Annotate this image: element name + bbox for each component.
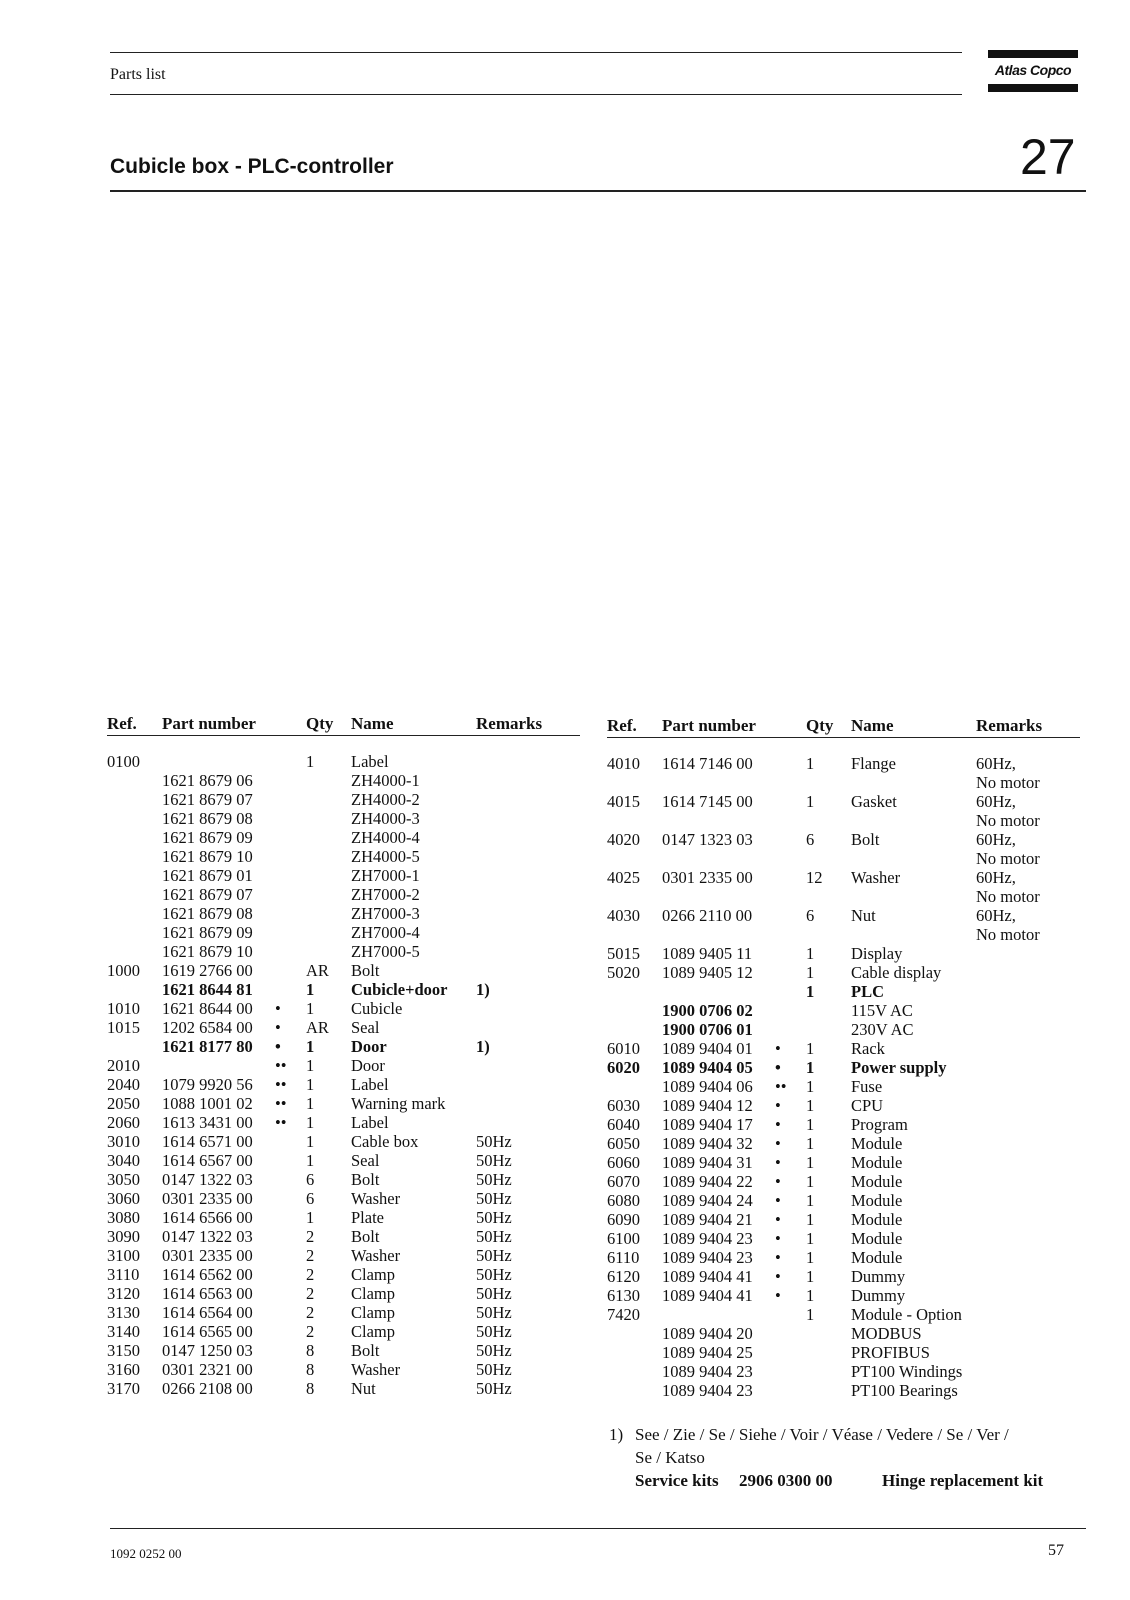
service-kits-label: Service kits (635, 1471, 719, 1490)
part-number-cell: 0266 2110 00 (662, 906, 753, 925)
part-number-cell: 1089 9404 01 (662, 1039, 753, 1058)
part-number-cell: 1621 8177 80 (162, 1037, 253, 1056)
name-cell: PROFIBUS (851, 1343, 930, 1362)
ref-cell: 6040 (607, 1115, 640, 1134)
header-top-rule (110, 52, 962, 53)
name-cell: 230V AC (851, 1020, 914, 1039)
name-cell: Bolt (351, 1170, 380, 1189)
part-number-cell: 1614 7145 00 (662, 792, 753, 811)
part-number-cell: 1089 9404 12 (662, 1096, 753, 1115)
qty-cell: 1 (806, 1058, 815, 1077)
name-cell: Seal (351, 1151, 380, 1170)
qty-cell: 1 (806, 1305, 815, 1324)
name-cell: Module (851, 1172, 903, 1191)
qty-cell: AR (306, 1018, 329, 1037)
ref-cell: 6020 (607, 1058, 640, 1077)
ref-cell: 2050 (107, 1094, 140, 1113)
qty-cell: 1 (306, 752, 315, 771)
part-number-cell: 1621 8679 08 (162, 809, 253, 828)
name-cell: ZH4000-2 (351, 790, 420, 809)
qty-cell: 1 (806, 1286, 815, 1305)
section-label: Parts list (110, 66, 166, 83)
marker-cell: • (775, 1210, 781, 1229)
part-number-cell: 0301 2321 00 (162, 1360, 253, 1379)
name-cell: PT100 Bearings (851, 1381, 958, 1400)
part-number-cell: 1089 9404 41 (662, 1267, 753, 1286)
ref-cell: 3150 (107, 1341, 140, 1360)
qty-cell: 1 (806, 1077, 815, 1096)
part-number-cell: 1614 6571 00 (162, 1132, 253, 1151)
part-number-cell: 1089 9404 23 (662, 1229, 753, 1248)
remarks-cell: 50Hz (476, 1284, 512, 1303)
ref-cell: 2010 (107, 1056, 140, 1075)
atlas-copco-logo (988, 50, 1078, 94)
part-number-cell: 1089 9404 17 (662, 1115, 753, 1134)
qty-cell: 2 (306, 1303, 315, 1322)
ref-cell: 3160 (107, 1360, 140, 1379)
ref-cell: 1010 (107, 999, 140, 1018)
part-number-cell: 1614 6564 00 (162, 1303, 253, 1322)
qty-cell: 2 (306, 1322, 315, 1341)
col-header-name: Name (851, 716, 894, 735)
name-cell: Cable box (351, 1132, 419, 1151)
part-number-cell: 1621 8679 08 (162, 904, 253, 923)
part-number-cell: 1089 9404 24 (662, 1191, 753, 1210)
service-kits-description: Hinge replacement kit (882, 1471, 1044, 1490)
qty-cell: 6 (806, 906, 815, 925)
ref-cell: 3090 (107, 1227, 140, 1246)
name-cell: PT100 Windings (851, 1362, 963, 1381)
document-number: 1092 0252 00 (110, 1546, 182, 1561)
ref-cell: 7420 (607, 1305, 640, 1324)
ref-cell: 6080 (607, 1191, 640, 1210)
name-cell: Module (851, 1210, 903, 1229)
name-cell: Door (351, 1056, 385, 1075)
ref-cell: 3080 (107, 1208, 140, 1227)
qty-cell: 2 (306, 1227, 315, 1246)
part-number-cell: 1621 8679 10 (162, 942, 253, 961)
part-number-cell: 1613 3431 00 (162, 1113, 253, 1132)
qty-cell: 12 (806, 868, 823, 887)
chapter-number: 27 (1020, 129, 1076, 185)
qty-cell: 8 (306, 1379, 315, 1398)
title-rule (110, 190, 1086, 192)
remarks-cell: 50Hz (476, 1303, 512, 1322)
part-number-cell: 1614 7146 00 (662, 754, 753, 773)
footnote-line1: See / Zie / Se / Siehe / Voir / Véase / Vedere / Se / Ver / (635, 1425, 1009, 1444)
part-number-cell: 1614 6563 00 (162, 1284, 253, 1303)
part-number-cell: 1089 9404 25 (662, 1343, 753, 1362)
remarks-cell: 60Hz, (976, 868, 1016, 887)
qty-cell: 1 (306, 1094, 315, 1113)
ref-cell: 6060 (607, 1153, 640, 1172)
marker-cell: • (775, 1096, 781, 1115)
part-number-cell: 1079 9920 56 (162, 1075, 253, 1094)
remarks-cell: 50Hz (476, 1379, 512, 1398)
ref-cell: 3040 (107, 1151, 140, 1170)
marker-cell: • (775, 1248, 781, 1267)
qty-cell: 1 (306, 999, 315, 1018)
name-cell: Label (351, 1113, 389, 1132)
name-cell: PLC (851, 982, 884, 1001)
name-cell: Plate (351, 1208, 384, 1227)
qty-cell: 1 (806, 1248, 815, 1267)
name-cell: Washer (851, 868, 901, 887)
ref-cell: 3060 (107, 1189, 140, 1208)
name-cell: Gasket (851, 792, 897, 811)
name-cell: Clamp (351, 1322, 395, 1341)
name-cell: Washer (351, 1189, 401, 1208)
name-cell: Dummy (851, 1267, 906, 1286)
remarks-cell: 60Hz, (976, 906, 1016, 925)
qty-cell: 8 (306, 1360, 315, 1379)
qty-cell: 1 (306, 1208, 315, 1227)
name-cell: ZH4000-3 (351, 809, 420, 828)
ref-cell: 4015 (607, 792, 640, 811)
ref-cell: 5020 (607, 963, 640, 982)
name-cell: Bolt (351, 1227, 380, 1246)
marker-cell: • (775, 1172, 781, 1191)
col-header-ref: Ref. (107, 714, 137, 733)
part-number-cell: 1621 8679 07 (162, 790, 253, 809)
marker-cell: • (775, 1134, 781, 1153)
remarks-cell: No motor (976, 773, 1040, 792)
part-number-cell: 1089 9404 23 (662, 1362, 753, 1381)
service-kits-number: 2906 0300 00 (739, 1471, 833, 1490)
remarks-cell: 50Hz (476, 1341, 512, 1360)
name-cell: Display (851, 944, 903, 963)
qty-cell: 2 (306, 1284, 315, 1303)
ref-cell: 6100 (607, 1229, 640, 1248)
qty-cell: 1 (806, 1229, 815, 1248)
marker-cell: • (275, 1018, 281, 1037)
name-cell: Bolt (351, 1341, 380, 1360)
name-cell: Clamp (351, 1265, 395, 1284)
name-cell: Fuse (851, 1077, 883, 1096)
remarks-cell: 50Hz (476, 1246, 512, 1265)
remarks-cell: 50Hz (476, 1170, 512, 1189)
part-number-cell: 1089 9405 11 (662, 944, 753, 963)
qty-cell: 1 (806, 754, 815, 773)
remarks-cell: 50Hz (476, 1265, 512, 1284)
part-number-cell: 0301 2335 00 (162, 1189, 253, 1208)
qty-cell: 1 (306, 1075, 315, 1094)
marker-cell: •• (275, 1056, 287, 1075)
qty-cell: 1 (306, 980, 315, 999)
footnote-marker: 1) (609, 1425, 624, 1444)
ref-cell: 6130 (607, 1286, 640, 1305)
qty-cell: AR (306, 961, 329, 980)
part-number-cell: 1614 6565 00 (162, 1322, 253, 1341)
marker-cell: • (775, 1039, 781, 1058)
ref-cell: 4025 (607, 868, 640, 887)
part-number-cell: 1621 8679 09 (162, 828, 253, 847)
name-cell: Warning mark (351, 1094, 446, 1113)
remarks-cell: 1) (476, 1037, 490, 1056)
remarks-cell: 50Hz (476, 1360, 512, 1379)
qty-cell: 6 (306, 1170, 315, 1189)
ref-cell: 6010 (607, 1039, 640, 1058)
part-number-cell: 1621 8679 06 (162, 771, 253, 790)
part-number-cell: 1089 9404 06 (662, 1077, 753, 1096)
qty-cell: 1 (306, 1132, 315, 1151)
name-cell: Module (851, 1153, 903, 1172)
remarks-cell: 50Hz (476, 1132, 512, 1151)
name-cell: Module (851, 1191, 903, 1210)
remarks-cell: No motor (976, 887, 1040, 906)
name-cell: 115V AC (851, 1001, 913, 1020)
qty-cell: 6 (806, 830, 815, 849)
qty-cell: 1 (806, 963, 815, 982)
part-number-cell: 1089 9404 22 (662, 1172, 753, 1191)
name-cell: Clamp (351, 1284, 395, 1303)
qty-cell: 1 (806, 1039, 815, 1058)
part-number-cell: 0301 2335 00 (162, 1246, 253, 1265)
qty-cell: 1 (806, 1115, 815, 1134)
ref-cell: 1015 (107, 1018, 140, 1037)
marker-cell: • (775, 1191, 781, 1210)
part-number-cell: 1089 9404 05 (662, 1058, 753, 1077)
ref-cell: 3140 (107, 1322, 140, 1341)
part-number-cell: 1621 8679 01 (162, 866, 253, 885)
qty-cell: 1 (806, 1172, 815, 1191)
ref-cell: 1000 (107, 961, 140, 980)
footnote-line2: Se / Katso (635, 1448, 705, 1467)
remarks-cell: 1) (476, 980, 490, 999)
col-header-qty: Qty (806, 716, 834, 735)
col-header-part-number: Part number (662, 716, 756, 735)
marker-cell: • (775, 1058, 781, 1077)
part-number-cell: 0147 1322 03 (162, 1227, 253, 1246)
marker-cell: • (275, 1037, 281, 1056)
name-cell: Module (851, 1134, 903, 1153)
ref-cell: 3050 (107, 1170, 140, 1189)
name-cell: ZH7000-3 (351, 904, 420, 923)
qty-cell: 1 (306, 1056, 315, 1075)
part-number-cell: 1089 9404 21 (662, 1210, 753, 1229)
remarks-cell: 50Hz (476, 1322, 512, 1341)
qty-cell: 1 (306, 1113, 315, 1132)
logo-text: Atlas Copco (994, 62, 1072, 78)
name-cell: ZH4000-1 (351, 771, 420, 790)
name-cell: ZH4000-5 (351, 847, 420, 866)
ref-cell: 2040 (107, 1075, 140, 1094)
part-number-cell: 0147 1250 03 (162, 1341, 253, 1360)
qty-cell: 1 (806, 1134, 815, 1153)
ref-cell: 6090 (607, 1210, 640, 1229)
name-cell: Dummy (851, 1286, 906, 1305)
col-header-ref: Ref. (607, 716, 637, 735)
remarks-cell: No motor (976, 811, 1040, 830)
qty-cell: 1 (806, 1267, 815, 1286)
right-header-rule (607, 737, 1080, 738)
name-cell: Program (851, 1115, 908, 1134)
name-cell: Module (851, 1229, 903, 1248)
name-cell: Module (851, 1248, 903, 1267)
name-cell: CPU (851, 1096, 884, 1115)
ref-cell: 6030 (607, 1096, 640, 1115)
ref-cell: 4020 (607, 830, 640, 849)
name-cell: Power supply (851, 1058, 947, 1077)
remarks-cell: 60Hz, (976, 754, 1016, 773)
ref-cell: 3110 (107, 1265, 140, 1284)
part-number-cell: 1089 9405 12 (662, 963, 753, 982)
page-number: 57 (1048, 1542, 1064, 1559)
name-cell: Bolt (351, 961, 380, 980)
remarks-cell: 50Hz (476, 1227, 512, 1246)
part-number-cell: 1621 8679 07 (162, 885, 253, 904)
name-cell: Washer (351, 1360, 401, 1379)
ref-cell: 6070 (607, 1172, 640, 1191)
ref-cell: 3170 (107, 1379, 140, 1398)
ref-cell: 3120 (107, 1284, 140, 1303)
name-cell: Cubicle+door (351, 980, 448, 999)
qty-cell: 1 (806, 944, 815, 963)
name-cell: Cubicle (351, 999, 403, 1018)
qty-cell: 2 (306, 1265, 315, 1284)
part-number-cell: 1202 6584 00 (162, 1018, 253, 1037)
remarks-cell: 60Hz, (976, 792, 1016, 811)
part-number-cell: 1614 6562 00 (162, 1265, 253, 1284)
marker-cell: • (275, 999, 281, 1018)
part-number-cell: 0266 2108 00 (162, 1379, 253, 1398)
part-number-cell: 0147 1323 03 (662, 830, 753, 849)
col-header-part-number: Part number (162, 714, 256, 733)
part-number-cell: 0147 1322 03 (162, 1170, 253, 1189)
col-header-remarks: Remarks (976, 716, 1043, 735)
part-number-cell: 1900 0706 02 (662, 1001, 753, 1020)
name-cell: Flange (851, 754, 896, 773)
qty-cell: 1 (806, 982, 815, 1001)
part-number-cell: 0301 2335 00 (662, 868, 753, 887)
ref-cell: 4030 (607, 906, 640, 925)
part-number-cell: 1621 8679 10 (162, 847, 253, 866)
name-cell: Clamp (351, 1303, 395, 1322)
marker-cell: • (775, 1286, 781, 1305)
footer-rule (110, 1528, 1086, 1529)
qty-cell: 8 (306, 1341, 315, 1360)
qty-cell: 1 (806, 1210, 815, 1229)
ref-cell: 0100 (107, 752, 140, 771)
name-cell: Seal (351, 1018, 380, 1037)
marker-cell: •• (275, 1075, 287, 1094)
part-number-cell: 1900 0706 01 (662, 1020, 753, 1039)
name-cell: ZH7000-4 (351, 923, 420, 942)
part-number-cell: 1621 8644 81 (162, 980, 253, 999)
part-number-cell: 1089 9404 31 (662, 1153, 753, 1172)
ref-cell: 6110 (607, 1248, 640, 1267)
ref-cell: 2060 (107, 1113, 140, 1132)
name-cell: Rack (851, 1039, 885, 1058)
name-cell: Door (351, 1037, 387, 1056)
name-cell: Nut (351, 1379, 376, 1398)
col-header-qty: Qty (306, 714, 334, 733)
ref-cell: 6050 (607, 1134, 640, 1153)
remarks-cell: No motor (976, 925, 1040, 944)
name-cell: ZH4000-4 (351, 828, 420, 847)
name-cell: Module - Option (851, 1305, 962, 1324)
part-number-cell: 1088 1001 02 (162, 1094, 253, 1113)
col-header-remarks: Remarks (476, 714, 543, 733)
name-cell: MODBUS (851, 1324, 922, 1343)
name-cell: ZH7000-5 (351, 942, 420, 961)
ref-cell: 5015 (607, 944, 640, 963)
part-number-cell: 1089 9404 32 (662, 1134, 753, 1153)
remarks-cell: 50Hz (476, 1151, 512, 1170)
left-header-rule (107, 735, 580, 736)
part-number-cell: 1614 6567 00 (162, 1151, 253, 1170)
qty-cell: 1 (806, 1191, 815, 1210)
qty-cell: 1 (806, 1096, 815, 1115)
marker-cell: •• (275, 1094, 287, 1113)
qty-cell: 2 (306, 1246, 315, 1265)
remarks-cell: No motor (976, 849, 1040, 868)
name-cell: ZH7000-1 (351, 866, 420, 885)
marker-cell: • (775, 1115, 781, 1134)
ref-cell: 6120 (607, 1267, 640, 1286)
name-cell: Bolt (851, 830, 880, 849)
part-number-cell: 1621 8679 09 (162, 923, 253, 942)
part-number-cell: 1614 6566 00 (162, 1208, 253, 1227)
page-title: Cubicle box - PLC-controller (110, 155, 394, 178)
remarks-cell: 60Hz, (976, 830, 1016, 849)
col-header-name: Name (351, 714, 394, 733)
marker-cell: •• (775, 1077, 787, 1096)
name-cell: Washer (351, 1246, 401, 1265)
qty-cell: 1 (306, 1151, 315, 1170)
name-cell: ZH7000-2 (351, 885, 420, 904)
part-number-cell: 1089 9404 20 (662, 1324, 753, 1343)
marker-cell: •• (275, 1113, 287, 1132)
name-cell: Label (351, 752, 389, 771)
remarks-cell: 50Hz (476, 1189, 512, 1208)
name-cell: Label (351, 1075, 389, 1094)
qty-cell: 1 (806, 1153, 815, 1172)
qty-cell: 1 (806, 792, 815, 811)
marker-cell: • (775, 1267, 781, 1286)
ref-cell: 3100 (107, 1246, 140, 1265)
part-number-cell: 1089 9404 23 (662, 1381, 753, 1400)
part-number-cell: 1089 9404 23 (662, 1248, 753, 1267)
marker-cell: • (775, 1229, 781, 1248)
header-bottom-rule (110, 94, 962, 95)
name-cell: Nut (851, 906, 876, 925)
ref-cell: 4010 (607, 754, 640, 773)
part-number-cell: 1621 8644 00 (162, 999, 253, 1018)
name-cell: Cable display (851, 963, 942, 982)
part-number-cell: 1089 9404 41 (662, 1286, 753, 1305)
remarks-cell: 50Hz (476, 1208, 512, 1227)
qty-cell: 6 (306, 1189, 315, 1208)
qty-cell: 1 (306, 1037, 315, 1056)
marker-cell: • (775, 1153, 781, 1172)
part-number-cell: 1619 2766 00 (162, 961, 253, 980)
ref-cell: 3010 (107, 1132, 140, 1151)
ref-cell: 3130 (107, 1303, 140, 1322)
